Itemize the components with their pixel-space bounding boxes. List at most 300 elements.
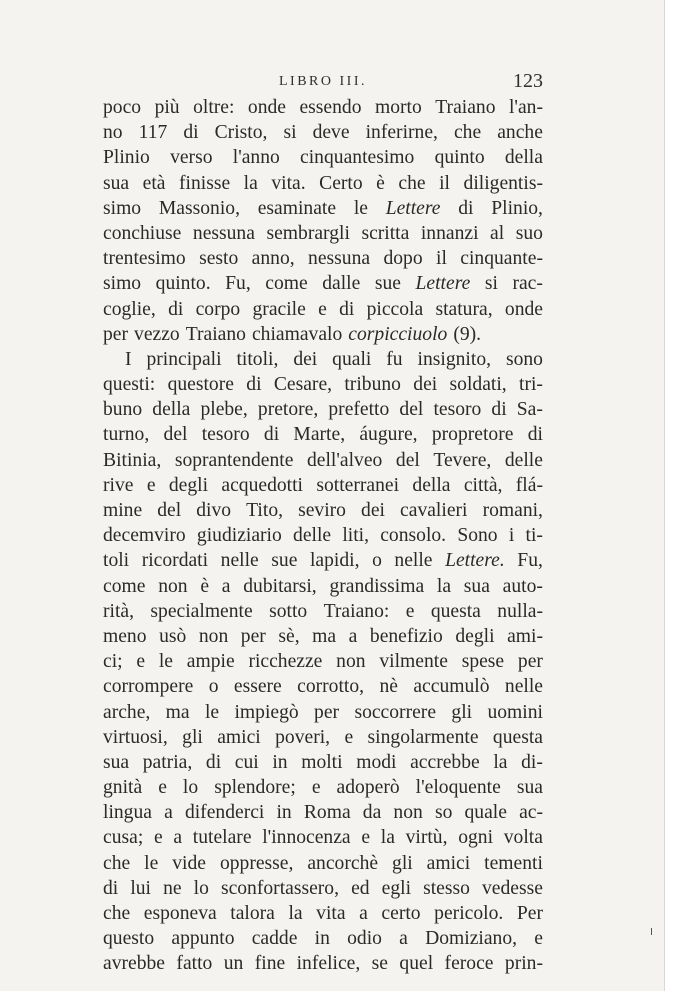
text-word: soprantendente xyxy=(174,449,294,471)
text-word: grandissima xyxy=(329,575,425,597)
text-word: sembrargli xyxy=(266,222,350,244)
text-word: non xyxy=(198,625,229,647)
text-word: poveri, xyxy=(275,726,331,748)
text-word: cui xyxy=(234,751,259,773)
text-word: e xyxy=(318,298,327,320)
text-line xyxy=(103,574,543,599)
text-line xyxy=(103,347,543,372)
text-word: come xyxy=(103,575,146,597)
text-word: e xyxy=(311,777,321,799)
text-line xyxy=(103,397,543,422)
text-word: di xyxy=(263,424,280,446)
text-word: quinto. xyxy=(155,273,211,295)
text-word: se xyxy=(371,953,388,975)
text-word: anno, xyxy=(251,248,295,270)
text-word: la xyxy=(436,575,452,597)
text-word: divo xyxy=(196,500,232,521)
text-word: questi: xyxy=(103,374,156,396)
text-word: tesoro xyxy=(433,399,482,421)
text-word: stesso xyxy=(423,877,470,899)
text-word: corrompere xyxy=(103,676,194,698)
text-word: cavalieri xyxy=(400,500,468,521)
text-word: cadde xyxy=(251,928,298,950)
text-word: sconfortassero, xyxy=(220,877,340,899)
text-word: singolarmente xyxy=(367,726,479,748)
text-word: quinto xyxy=(434,147,485,169)
text-word: Sa- xyxy=(516,399,543,421)
text-word: lo xyxy=(193,877,209,899)
text-word: di xyxy=(339,298,355,320)
text-word: di xyxy=(527,424,543,446)
text-word: sua xyxy=(103,751,130,773)
text-word: quale xyxy=(464,802,507,824)
text-word: oltre: xyxy=(193,97,235,118)
text-word: non xyxy=(393,802,423,824)
text-word: l'an- xyxy=(508,97,543,118)
text-word: prefetto xyxy=(328,399,390,421)
text-word: rità, xyxy=(103,600,135,622)
text-word: Certo xyxy=(319,172,363,194)
text-word: e xyxy=(146,474,156,496)
text-word: rac- xyxy=(512,273,543,295)
text-word: età xyxy=(142,172,166,194)
text-word: nè xyxy=(379,676,398,698)
text-line xyxy=(103,901,543,926)
text-word: a xyxy=(164,802,173,824)
text-word: dalle xyxy=(322,273,361,295)
text-word: amici xyxy=(426,852,471,874)
text-word: di xyxy=(491,399,507,421)
text-word: e xyxy=(153,827,163,849)
text-word: delle xyxy=(504,449,543,471)
text-word: propretore xyxy=(431,424,514,446)
text-word: ami- xyxy=(507,625,543,647)
text-word: no xyxy=(103,122,123,144)
text-word: rive xyxy=(103,474,134,496)
text-word: della xyxy=(152,399,191,421)
text-word: romani, xyxy=(482,500,543,521)
text-word: questo xyxy=(103,928,155,950)
text-word: Fu, xyxy=(517,550,543,572)
text-word: soldati, xyxy=(449,374,507,396)
text-word: nessuna xyxy=(192,222,255,244)
text-word: tementi xyxy=(484,852,543,874)
text-line xyxy=(103,599,543,624)
text-line xyxy=(103,448,543,473)
text-word: vide xyxy=(172,852,206,874)
text-word: sesto xyxy=(199,248,239,270)
text-line xyxy=(103,548,543,573)
text-word: sotterranei xyxy=(316,474,400,496)
text-word: Roma xyxy=(303,802,351,824)
text-word: quel xyxy=(399,953,434,975)
text-word: deve xyxy=(312,122,350,144)
text-word: Traiano: xyxy=(323,600,390,622)
text-word: splendore; xyxy=(214,777,296,799)
text-line xyxy=(103,523,543,548)
text-word: toli xyxy=(103,550,130,572)
text-word: di xyxy=(458,197,474,219)
text-word: Lettere xyxy=(415,273,471,295)
text-word: plebe, xyxy=(200,399,248,421)
text-word: onde xyxy=(247,97,286,118)
text-word: diligentis- xyxy=(463,172,543,194)
text-word: Fu, xyxy=(225,273,251,295)
text-word: non xyxy=(158,575,188,597)
text-word: Sono xyxy=(457,525,498,547)
text-word: che xyxy=(453,122,482,144)
text-word: a xyxy=(173,827,183,849)
text-word: il xyxy=(436,248,447,270)
text-word: di xyxy=(103,877,119,899)
text-word: insignito, xyxy=(417,348,492,370)
text-word: áugure, xyxy=(359,424,418,446)
text-word: poco xyxy=(103,97,142,118)
text-word: del xyxy=(157,500,182,521)
text-word: lui xyxy=(130,877,151,899)
text-word: del xyxy=(395,449,420,471)
text-word: ma xyxy=(165,701,190,723)
text-word: a xyxy=(221,575,231,597)
text-word: consolo. xyxy=(380,525,447,547)
text-word: nelle xyxy=(504,676,543,698)
text-line xyxy=(103,800,543,825)
text-word: degli xyxy=(455,625,495,647)
text-word: (9). xyxy=(453,323,482,345)
text-word: o xyxy=(208,676,219,698)
text-word: esponeva xyxy=(143,903,217,924)
text-word: lingua xyxy=(103,802,152,824)
text-word: della xyxy=(412,474,451,496)
text-word: suo xyxy=(515,222,543,244)
text-word: tutelare xyxy=(192,827,252,849)
text-word: Cristo, xyxy=(214,122,268,144)
text-word: Plinio xyxy=(103,147,150,169)
text-word: decemviro xyxy=(103,525,186,547)
text-word: Massonio, xyxy=(158,197,240,219)
text-line xyxy=(103,221,543,246)
text-word: patria, xyxy=(142,751,193,773)
text-word: flá- xyxy=(515,474,543,496)
text-word: morto xyxy=(374,97,422,118)
text-word: la xyxy=(288,903,303,924)
text-word: pretore, xyxy=(257,399,319,421)
text-word: simo xyxy=(103,197,142,219)
text-word: lo xyxy=(182,777,199,799)
text-line xyxy=(103,700,543,725)
text-word: arche, xyxy=(103,701,151,723)
text-word: di xyxy=(168,298,184,320)
text-word: nelle xyxy=(220,550,259,572)
text-word: un xyxy=(223,953,244,975)
text-word: impiegò xyxy=(234,701,299,723)
text-word: onde xyxy=(504,298,543,320)
text-word: vita. xyxy=(271,172,306,194)
text-word: l'eloquente xyxy=(415,777,501,799)
text-word: amici xyxy=(217,726,261,748)
text-word: che xyxy=(103,903,131,924)
text-word: pericolo. xyxy=(434,903,504,924)
text-line xyxy=(103,120,543,145)
text-line xyxy=(103,649,543,674)
text-word: vezzo xyxy=(134,323,180,345)
text-word: in xyxy=(276,802,292,824)
text-word: statura, xyxy=(435,298,493,320)
text-word: Marte, xyxy=(293,424,346,446)
text-word: nelle xyxy=(394,550,433,572)
text-word: le xyxy=(353,197,368,219)
text-word: avrebbe xyxy=(103,953,166,975)
text-word: del xyxy=(399,399,424,421)
text-word: seviro xyxy=(298,500,346,521)
text-word: Lettere. xyxy=(445,550,505,572)
text-word: al xyxy=(490,222,505,244)
text-word: di xyxy=(246,374,262,396)
text-word: scritta xyxy=(361,222,410,244)
text-word: giudiziario xyxy=(196,525,282,547)
text-word: più xyxy=(154,97,180,118)
text-word: e xyxy=(344,726,354,748)
text-word: e xyxy=(361,827,371,849)
text-word: lapidi, xyxy=(309,550,360,572)
text-word: che xyxy=(103,852,131,874)
text-word: le xyxy=(204,701,220,723)
text-word: ci; xyxy=(103,651,123,673)
text-word: quali xyxy=(332,348,372,370)
text-line xyxy=(103,473,543,498)
text-line xyxy=(103,951,543,976)
text-word: talora xyxy=(230,903,275,924)
text-word: nessuna xyxy=(308,248,371,270)
text-word: le xyxy=(158,651,173,673)
text-word: Traiano xyxy=(435,97,496,118)
text-word: da xyxy=(362,802,382,824)
text-word: virtù, xyxy=(405,827,448,849)
text-word: e xyxy=(136,651,146,673)
text-word: 117 xyxy=(138,122,168,144)
text-word: corpo xyxy=(195,298,241,320)
text-word: per xyxy=(517,651,543,673)
text-line xyxy=(103,196,543,221)
text-word: liti, xyxy=(342,525,370,547)
text-word: questa xyxy=(430,600,481,622)
text-line xyxy=(103,422,543,447)
body-text xyxy=(103,95,543,977)
text-word: nulla- xyxy=(497,600,543,622)
text-word: conchiuse xyxy=(103,222,182,244)
text-word: questa xyxy=(492,726,543,748)
text-word: Per xyxy=(516,903,543,924)
text-word: so xyxy=(434,802,453,824)
text-word: la xyxy=(493,751,508,773)
text-word: anche xyxy=(497,122,543,144)
text-word: si xyxy=(484,273,498,295)
text-word: volta xyxy=(503,827,543,849)
text-word: non xyxy=(336,651,366,673)
text-word: Bitinia, xyxy=(103,449,162,471)
text-line xyxy=(103,725,543,750)
text-word: piccola xyxy=(366,298,424,320)
page-number: 123 xyxy=(513,70,543,92)
text-word: sua xyxy=(516,777,543,799)
text-line xyxy=(103,297,543,322)
text-word: Tito, xyxy=(246,500,284,521)
text-word: per xyxy=(240,625,266,647)
text-word: corrotto, xyxy=(297,676,365,698)
text-word: sono xyxy=(505,348,543,370)
text-word: gnità xyxy=(103,777,143,799)
text-line xyxy=(103,851,543,876)
text-word: dei xyxy=(361,500,385,521)
text-word: sua xyxy=(103,172,130,194)
text-word: usò xyxy=(159,625,187,647)
text-word: adoperò xyxy=(336,777,400,799)
margin-mark xyxy=(651,928,652,935)
text-word: accrebbe xyxy=(410,751,480,773)
text-word: dell'alveo xyxy=(306,449,383,471)
text-word: dopo xyxy=(383,248,423,270)
text-word: cusa; xyxy=(103,827,144,849)
text-line xyxy=(103,498,543,523)
text-word: appunto xyxy=(171,928,235,950)
text-word: ne xyxy=(163,877,182,899)
text-line xyxy=(103,624,543,649)
text-word: verso xyxy=(170,147,213,169)
text-word: corpicciuolo xyxy=(348,323,448,345)
text-word: benefizio xyxy=(369,625,443,647)
text-word: titoli, xyxy=(236,348,279,370)
text-word: gli xyxy=(392,852,413,874)
text-word: di xyxy=(205,751,222,773)
text-line xyxy=(103,145,543,170)
text-line xyxy=(103,926,543,951)
text-line xyxy=(103,825,543,850)
text-word: gracile xyxy=(252,298,306,320)
text-line xyxy=(103,775,543,800)
text-word: ampie xyxy=(186,651,235,673)
text-line xyxy=(103,246,543,271)
text-word: per xyxy=(103,323,129,345)
text-word: odio xyxy=(347,928,382,950)
text-word: gli xyxy=(182,726,203,748)
text-word: degli xyxy=(168,474,209,496)
text-word: certo xyxy=(381,903,421,924)
text-line xyxy=(103,750,543,775)
text-word: virtuosi, xyxy=(103,726,168,748)
text-line xyxy=(103,271,543,296)
text-word: vilmente xyxy=(379,651,448,673)
text-word: infelice, xyxy=(296,953,361,975)
text-word: simo xyxy=(103,273,142,295)
text-line xyxy=(103,372,543,397)
text-line xyxy=(103,95,543,120)
text-word: a xyxy=(359,903,368,924)
text-word: modi xyxy=(356,751,397,773)
running-title: LIBRO III. xyxy=(279,74,367,89)
text-word: cinquante- xyxy=(460,248,543,270)
text-word: chiamavalo xyxy=(251,323,343,345)
text-word: essere xyxy=(233,676,282,698)
text-word: Domiziano, xyxy=(425,928,518,950)
text-word: Lettere xyxy=(385,197,441,219)
text-word: ti- xyxy=(525,525,543,547)
text-word: e xyxy=(534,928,543,950)
text-word: esaminate xyxy=(257,197,337,219)
text-word: l'anno xyxy=(232,147,280,169)
text-word: sua xyxy=(463,575,490,597)
text-word: i xyxy=(508,525,515,547)
text-word: città, xyxy=(463,474,503,496)
text-word: per xyxy=(314,701,340,723)
text-word: inferirne, xyxy=(365,122,438,144)
text-line xyxy=(103,171,543,196)
text-word: Traiano xyxy=(185,323,246,345)
text-word: essendo xyxy=(299,97,362,118)
text-word: ancorchè xyxy=(307,852,379,874)
text-word: spese xyxy=(461,651,505,673)
text-word: vedesse xyxy=(481,877,543,899)
text-word: turno, xyxy=(103,424,150,446)
text-word: ed xyxy=(351,877,370,899)
text-word: principali xyxy=(146,348,222,370)
text-word: ricordati xyxy=(141,550,209,572)
text-word: è xyxy=(200,575,210,597)
running-head xyxy=(103,70,543,96)
text-word: fu xyxy=(386,348,403,370)
text-word: di xyxy=(183,122,199,144)
text-word: sotto xyxy=(269,600,308,622)
text-word: innanzi xyxy=(420,222,479,244)
text-word: prin- xyxy=(504,953,543,975)
text-word: è xyxy=(376,172,385,194)
text-word: mine xyxy=(103,500,143,521)
text-word: Plinio, xyxy=(491,197,543,219)
text-word: l'innocenza xyxy=(262,827,351,849)
text-word: la xyxy=(243,172,258,194)
text-word: come xyxy=(265,273,308,295)
text-word: si xyxy=(283,122,297,144)
text-word: Cesare, xyxy=(273,374,333,396)
text-word: a xyxy=(399,928,408,950)
text-word: ac- xyxy=(519,802,543,824)
text-word: dubitarsi, xyxy=(243,575,317,597)
text-word: ogni xyxy=(458,827,494,849)
text-word: acquedotti xyxy=(221,474,303,496)
text-word: buno xyxy=(103,399,143,421)
text-word: difenderci xyxy=(184,802,265,824)
text-word: vita xyxy=(316,903,346,924)
text-word: finisse xyxy=(179,172,231,194)
text-word: sue xyxy=(271,550,298,572)
text-word: sè, xyxy=(278,625,300,647)
text-word: dei xyxy=(293,348,318,370)
text-word: I xyxy=(125,348,132,370)
text-word: il xyxy=(439,172,450,194)
text-word: in xyxy=(314,928,330,950)
text-word: ma xyxy=(312,625,337,647)
text-word: della xyxy=(504,147,543,169)
text-word: la xyxy=(380,827,395,849)
text-word: meno xyxy=(103,625,147,647)
text-word: e xyxy=(405,600,415,622)
text-word: dei xyxy=(413,374,438,396)
text-word: del xyxy=(163,424,188,446)
text-word: tribuno xyxy=(344,374,401,396)
text-word: tesoro xyxy=(201,424,250,446)
text-word: accumulò xyxy=(413,676,490,698)
text-word: cinquantesimo xyxy=(300,147,415,169)
text-word: fatto xyxy=(176,953,213,975)
